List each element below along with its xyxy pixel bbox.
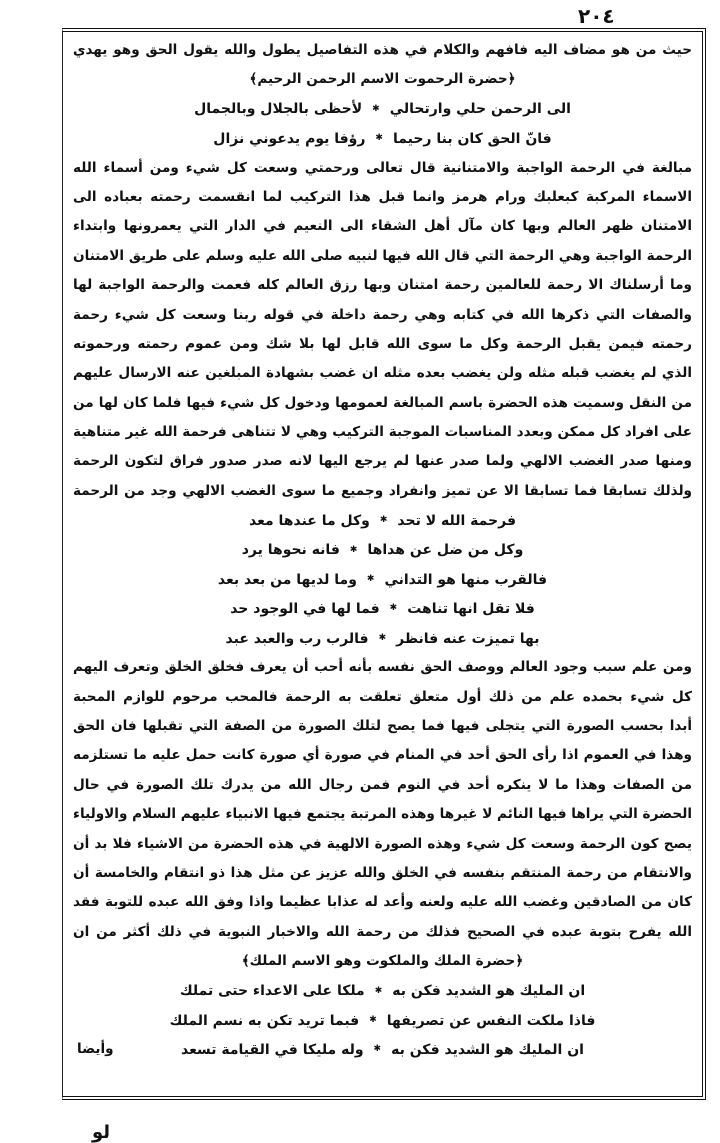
text-line: الحضرة التي يراها فيها النائم لا غيرها وهذه المرتبة يجتمع فيها الانبياء عليهم السلام والاولياء bbox=[73, 806, 692, 823]
text-line: من الصفات وهذا ما لا ينكره أحد في النوم فمن رجال الله من يدرك تلك الصورة في حال bbox=[73, 776, 692, 793]
verse-first-hemistich: ان المليك هو الشديد فكن به bbox=[392, 983, 586, 1000]
text-line: والصفات التي ذكرها الله في كتابه وهي رحمة داخلة في قوله ربنا وسعت كل شيء رحمة bbox=[73, 306, 692, 323]
verse-separator-icon: ✱ bbox=[372, 103, 380, 114]
verse-line bbox=[73, 977, 692, 1006]
verse-second-hemistich: وله مليكا في القيامة تسعد bbox=[181, 1041, 364, 1058]
verse-second-hemistich: فالرب رب والعبد عبد bbox=[225, 630, 369, 647]
verse-second-hemistich: ملكا على الاعداء حتى تملك bbox=[179, 983, 365, 1000]
text-line: ومنها صدر الغضب الالهي ولما صدر عنها لم يرجع اليها لانه صدر صدور فراق لتكون الرحمة bbox=[73, 453, 692, 470]
verse-second-hemistich: لأحظى بالجلال وبالجمال bbox=[194, 101, 363, 118]
text-line: من النقل وسميت هذه الحضرة باسم المبالغة لعمومها ودخول كل شيء فيها فلما كان لها من bbox=[73, 394, 692, 411]
page-number: ٢٠٤ bbox=[578, 4, 615, 28]
verse-line bbox=[73, 1035, 692, 1064]
verse-separator-icon: ✱ bbox=[389, 603, 398, 614]
verse-first-hemistich: فالقرب منها هو التداني bbox=[384, 571, 548, 588]
section-heading: ﴿حضرة الرحموت الاسم الرحمن الرحيم﴾ bbox=[249, 71, 516, 88]
verse-first-hemistich: بها تميزت عنه فانظر bbox=[396, 630, 540, 647]
text-line: الرحمة الواجبة وهي الرحمة التي قال الله فيها لنبيه صلى الله عليه وسلم على طريق الامتنان bbox=[73, 247, 692, 264]
verse-separator-icon: ✱ bbox=[378, 632, 387, 643]
text-line: وما أرسلناك الا رحمة للعالمين رحمة امتنان وبها رزق العالم كله فعمت والرحمة الواجبة لها bbox=[73, 277, 692, 294]
text-line: كان من الصادقين وغضب الله عليه ولعنه وأعد له عذابا عظيما واذا وفق الله عبده للتوبة فقد bbox=[73, 894, 692, 911]
verse-line bbox=[73, 594, 692, 623]
verse-first-hemistich: ان المليك هو الشديد فكن به bbox=[391, 1041, 584, 1058]
verse-separator-icon: ✱ bbox=[374, 985, 383, 996]
verse-line bbox=[73, 536, 692, 565]
text-line: والانتقام من رحمة المنتقم بنفسه في الخلق والله عزيز عن مثل هذا ذو انتقام والخامسة أن bbox=[73, 864, 692, 881]
text-line: وهذا في العموم اذا رأى الحق أحد في المنام في صورة أي صورة كانت حمل عليه ما تستلزمه bbox=[73, 747, 692, 764]
verse-line bbox=[73, 1006, 692, 1035]
verse-second-hemistich: رؤفا يوم يدعوني نزال bbox=[213, 130, 366, 147]
verse-separator-icon: ✱ bbox=[375, 133, 383, 144]
text-line: الله يفرح بتوبة عبده في الصحيح فذلك من رحمة الله والاخبار النبوية في ذلك أكثر من ان bbox=[73, 923, 692, 940]
section-heading: ﴿حضرة الملك والملكوت وهو الاسم الملك﴾ bbox=[241, 953, 524, 970]
margin-note: وأيضا bbox=[77, 1041, 114, 1058]
verse-first-hemistich: الى الرحمن حلي وارتحالي bbox=[389, 101, 571, 118]
text-line: الامتنان ظهر العالم وبها كان مآل أهل الشقاء الى النعيم في الدار التي يعمرونها وابتداء bbox=[73, 218, 692, 235]
verse-second-hemistich: فانه نحوها يرد bbox=[241, 542, 340, 559]
verse-first-hemistich: فرحمة الله لا تحد bbox=[397, 512, 516, 529]
text-line: ومن علم سبب وجود العالم ووصف الحق نفسه بأنه أحب أن يعرف فخلق الخلق وتعرف اليهم bbox=[73, 659, 692, 676]
text-frame bbox=[62, 28, 706, 1100]
catchword: لو bbox=[92, 1122, 111, 1143]
verse-separator-icon: ✱ bbox=[349, 544, 358, 555]
text-line: رحمته فيمن يقبل الرحمة وكل ما سوى الله قابل لها بلا شك ومن عموم رحمته ورحموته bbox=[73, 335, 692, 352]
text-line: الاسماء المركبة كبعلبك ورام هرمز وانما قبل هذا التركيب لما انقسمت رحمته بعباده الى bbox=[73, 188, 692, 205]
verse-first-hemistich: وكل من ضل عن هداها bbox=[367, 542, 524, 559]
verse-line bbox=[73, 624, 692, 653]
verse-second-hemistich: وكل ما عندها معد bbox=[248, 512, 370, 529]
text-line: حيث من هو مضاف اليه فافهم والكلام في هذه التفاصيل يطول والله يقول الحق وهو يهدي bbox=[73, 42, 692, 58]
verse-line bbox=[73, 506, 692, 535]
verse-separator-icon: ✱ bbox=[366, 574, 375, 585]
verse-second-hemistich: فما لها في الوجود حد bbox=[230, 601, 380, 618]
verse-line bbox=[73, 95, 692, 124]
verse-line bbox=[73, 565, 692, 594]
verse-first-hemistich: فلا تقل انها تناهت bbox=[407, 601, 535, 618]
verse-first-hemistich: فانّ الحق كان بنا رحيما bbox=[392, 130, 552, 147]
text-line: على افراد كل ممكن وبعدد المناسبات الموجبة التركيب وهي لا تتناهى فرحمة الله غير متناهية bbox=[73, 424, 692, 441]
text-line: كل شيء بحمده علم من ذلك أول متعلق تعلقت به الرحمة فالمحب مرحوم للوازم المحبة bbox=[73, 688, 692, 705]
text-line: الذي لم يغضب قبله مثله ولن يغضب بعده مثله ان غضب بشهادة المبلغين عنه الارسال عليهم bbox=[73, 365, 692, 382]
verse-line bbox=[73, 124, 692, 153]
text-line: يصح كون الرحمة وسعت كل شيء وهذه الصورة الالهية في هذه الحضرة من الاشياء فلا بد أن bbox=[73, 835, 692, 852]
text-line: مبالغة في الرحمة الواجبة والامتنانية قال تعالى ورحمتي وسعت كل شيء ومن أسماء الله bbox=[73, 159, 692, 176]
verse-separator-icon: ✱ bbox=[373, 1044, 382, 1055]
page-body bbox=[73, 36, 692, 1065]
verse-separator-icon: ✱ bbox=[369, 1014, 377, 1025]
verse-second-hemistich: فبما تريد تكن به نسم الملك bbox=[169, 1012, 360, 1029]
text-line: أبدا بحسب الصورة التي يتجلى فيها فما يصح لتلك الصورة من الصفة التي تقبلها فان الحق bbox=[73, 717, 692, 734]
verse-first-hemistich: فاذا ملكت النفس عن تصريفها bbox=[386, 1012, 596, 1029]
text-line: ولذلك تسابقا فما تسابقا الا عن تميز وانفراد وجميع ما سوى الغضب الالهي وجد من الرحمة bbox=[73, 482, 692, 499]
verse-separator-icon: ✱ bbox=[379, 515, 388, 526]
verse-second-hemistich: وما لديها من بعد بعد bbox=[217, 571, 357, 588]
